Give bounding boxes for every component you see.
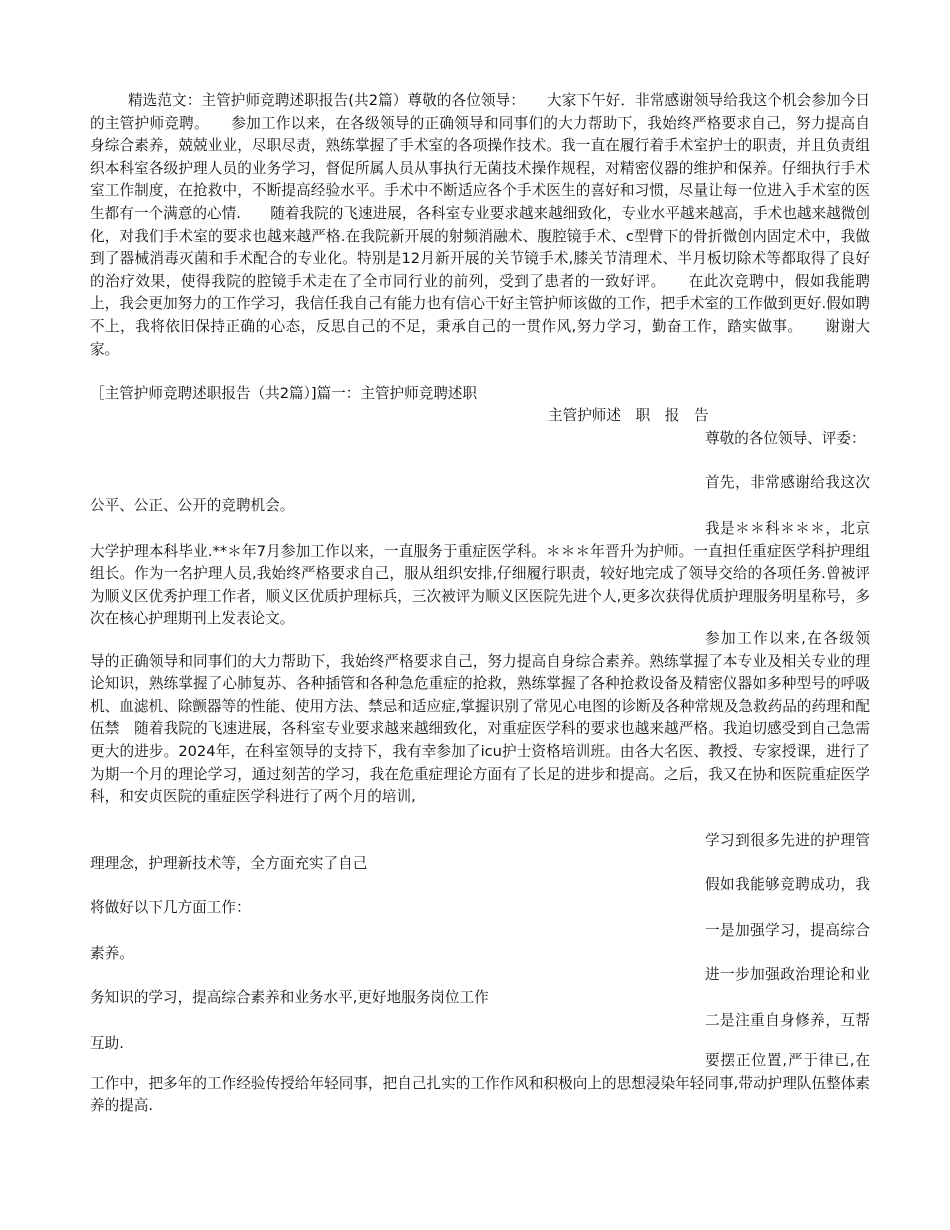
plan-point-2-detail: 要摆正位置,严于律已,在工作中，把多年的工作经验传授给年轻同事，把自己扎实的工作作风和积极向上的思想浸染年轻同事,带动护理队伍整体素养的提高. xyxy=(90,1052,870,1115)
work-experience-paragraph: 参加工作以来,在各级领导的正确领导和同事们的大力帮助下，我始终严格要求自己，努力提高自身综合素养。熟练掌握了本专业及相关专业的理论知识，熟练掌握了心肺复苏、各种插管和各种急危重症的抢救，熟练掌握了各种抢救设备及精密仪器如多种型号的呼吸机、血滤机、除颤器等的性能、使用方法、禁忌和适应症,掌握识别了常见心电图的诊断及各种常规及急救药品的药理和配伍禁 随着我院的飞速进展，各科室专业要求越来越细致化，对重症医学科的要求也越来越严格。我迫切感受到自己急需更大的进步。2024年，在科室领导的支持下，我有幸参加了icu护士资格培训班。由各大名医、教授、专家授课，进行了为期一个月的理论学习，通过刻苦的学习，我在危重症理论方面有了长足的进步和提高。之后，我又在协和医院重症医学科，和安贞医院的重症医学科进行了两个月的培训, xyxy=(90,630,870,806)
greeting-paragraph: 尊敬的各位领导、评委： xyxy=(705,430,866,447)
plan-point-1: 一是加强学习，提高综合素养。 xyxy=(90,922,870,962)
plan-point-2: 二是注重自身修养，互帮互助. xyxy=(90,1012,870,1052)
self-introduction-paragraph: 我是＊＊科＊＊＊，北京大学护理本科毕业.**＊年7月参加工作以来，一直服务于重症医学科。＊＊＊年晋升为护师。一直担任重症医学科护理组组长。作为一名护理人员,我始终严格要求自己，服从组织安排,仔细履行职责，较好地完成了领导交给的各项任务.曾被评为顺义区优秀护理工作者，顺义区优质护理标兵，三次被评为顺义区医院先进个人,更多次获得优质护理服务明星称号，多次在核心护理期刊上发表论文。 xyxy=(90,520,870,628)
plan-point-1-detail: 进一步加强政治理论和业务知识的学习，提高综合素养和业务水平,更好地服务岗位工作 xyxy=(90,966,870,1006)
plan-intro-paragraph: 假如我能够竞聘成功，我将做好以下几方面工作： xyxy=(90,876,870,916)
section-heading: ［主管护师竞聘述职报告（共2篇）]篇一：主管护师竞聘述职 xyxy=(90,385,478,402)
report-title: 主管护师述 职 报 告 xyxy=(548,407,709,424)
thanks-paragraph: 首先，非常感谢给我这次公平、公正、公开的竞聘机会。 xyxy=(90,474,870,514)
learning-paragraph: 学习到很多先进的护理管理理念，护理新技术等，全方面充实了自己 xyxy=(90,832,870,872)
intro-paragraph: 精选范文：主管护师竞聘述职报告(共2篇）尊敬的各位领导： 大家下午好．非常感谢领导给我这个机会参加今日的主管护师竞聘。 参加工作以来，在各级领导的正确领导和同事们的大力帮助下，我始终严格要求自己，努力提高自身综合素养，兢兢业业，尽职尽责，熟练掌握了手术室的各项操作技术。我一直在履行着手术室护士的职责，并且负责组织本科室各级护理人员的业务学习，督促所属人员从事执行无菌技术操作规程，对精密仪器的维护和保养。仔细执行手术室工作制度，在抢救中，不断提高经验水平。手术中不断适应各个手术医生的喜好和习惯，尽量让每一位进入手术室的医生都有一个满意的心情. 随着我院的飞速进展，各科室专业要求越来越细致化，专业水平越来越高，手术也越来越微创化，对我们手术室的要求也越来越严格.在我院新开展的射频消融术、腹腔镜手术、c型臂下的骨折微创内固定术中，我做到了器械消毒灭菌和手术配合的专业化。特别是12月新开展的关节镜手术,膝关节清理术、半月板切除术等都取得了良好的治疗效果，使得我院的腔镜手术走在了全市同行业的前列，受到了患者的一致好评。 在此次竞聘中，假如我能聘上，我会更加努力的工作学习，我信任我自己有能力也有信心干好主管护师该做的工作，把手术室的工作做到更好.假如聘不上，我将依旧保持正确的心态，反思自己的不足，秉承自己的一贯作风,努力学习，勤奋工作，踏实做事。 谢谢大家。 xyxy=(90,92,870,358)
